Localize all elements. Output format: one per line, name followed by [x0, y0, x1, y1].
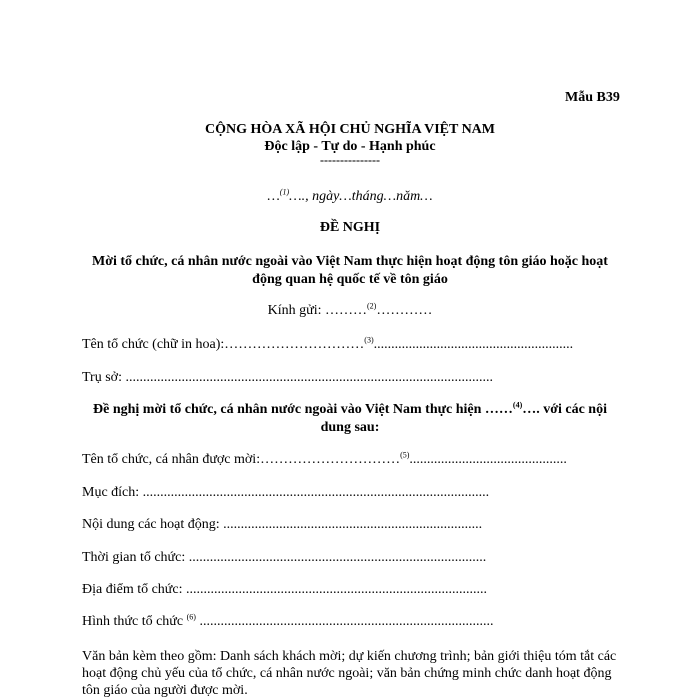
attachments-note: Văn bản kèm theo gồm: Danh sách khách mời; dự kiến chương trình; bản giới thiệu tóm tắt các hoạt động chủ yếu của tổ chức, cá nhân nước ngoài; văn bản chứng minh chức danh hoạt động tôn giáo của người được mời.	[82, 649, 617, 698]
organization-name-field: Tên tổ chức (chữ in hoa):…………………………$^{(3)}$.........................................................	[82, 335, 574, 352]
location-field: Địa điểm tổ chức: ......................................................................................	[82, 582, 488, 597]
form-code: Mẫu B39	[565, 90, 620, 105]
footnote-ref-2: (2)	[367, 301, 377, 311]
footnote-ref-5: (5)	[400, 450, 410, 460]
purpose-field: Mục đích: ...................................................................................................	[82, 485, 490, 500]
footnote-ref-6: (6)	[186, 612, 196, 622]
recipient-line: Kính gửi: ………$^{(2)}$…………	[267, 301, 433, 318]
request-line-2: dung sau:	[320, 420, 380, 435]
document-title: ĐỀ NGHỊ	[319, 220, 381, 235]
footnote-ref-3: (3)	[364, 335, 374, 345]
time-field: Thời gian tổ chức: .....................................................................................	[82, 550, 487, 565]
document-subtitle-line-1: Mời tổ chức, cá nhân nước ngoài vào Việt Nam thực hiện hoạt động tôn giáo hoặc hoạt	[92, 254, 608, 269]
headquarters-field: Trụ sở: .........................................................................................................	[82, 370, 493, 385]
document-subtitle-line-2: động quan hệ quốc tế về tôn giáo	[252, 272, 448, 287]
header-divider: ---------------	[320, 153, 380, 167]
form-of-organization-field: Hình thức tổ chức $^{(6)}$ ....................................................................................	[82, 612, 494, 629]
country-header: CỘNG HÒA XÃ HỘI CHỦ NGHĨA VIỆT NAM	[204, 122, 495, 137]
footnote-ref-1: (1)	[279, 187, 290, 197]
activities-field: Nội dung các hoạt động: ..........................................................................	[82, 517, 483, 532]
place-date-line: …$^{(1)}$…., ngày…tháng…năm…	[267, 187, 433, 204]
request-line-1: Đề nghị mời tổ chức, cá nhân nước ngoài vào Việt Nam thực hiện ……$^{(4)}$…. với các nội	[93, 400, 607, 417]
invitee-name-field: Tên tổ chức, cá nhân được mời:…………………………$^{(5)}$.............................................	[82, 450, 567, 467]
footnote-ref-4: (4)	[512, 400, 523, 410]
motto: Độc lập - Tự do - Hạnh phúc	[264, 139, 436, 154]
